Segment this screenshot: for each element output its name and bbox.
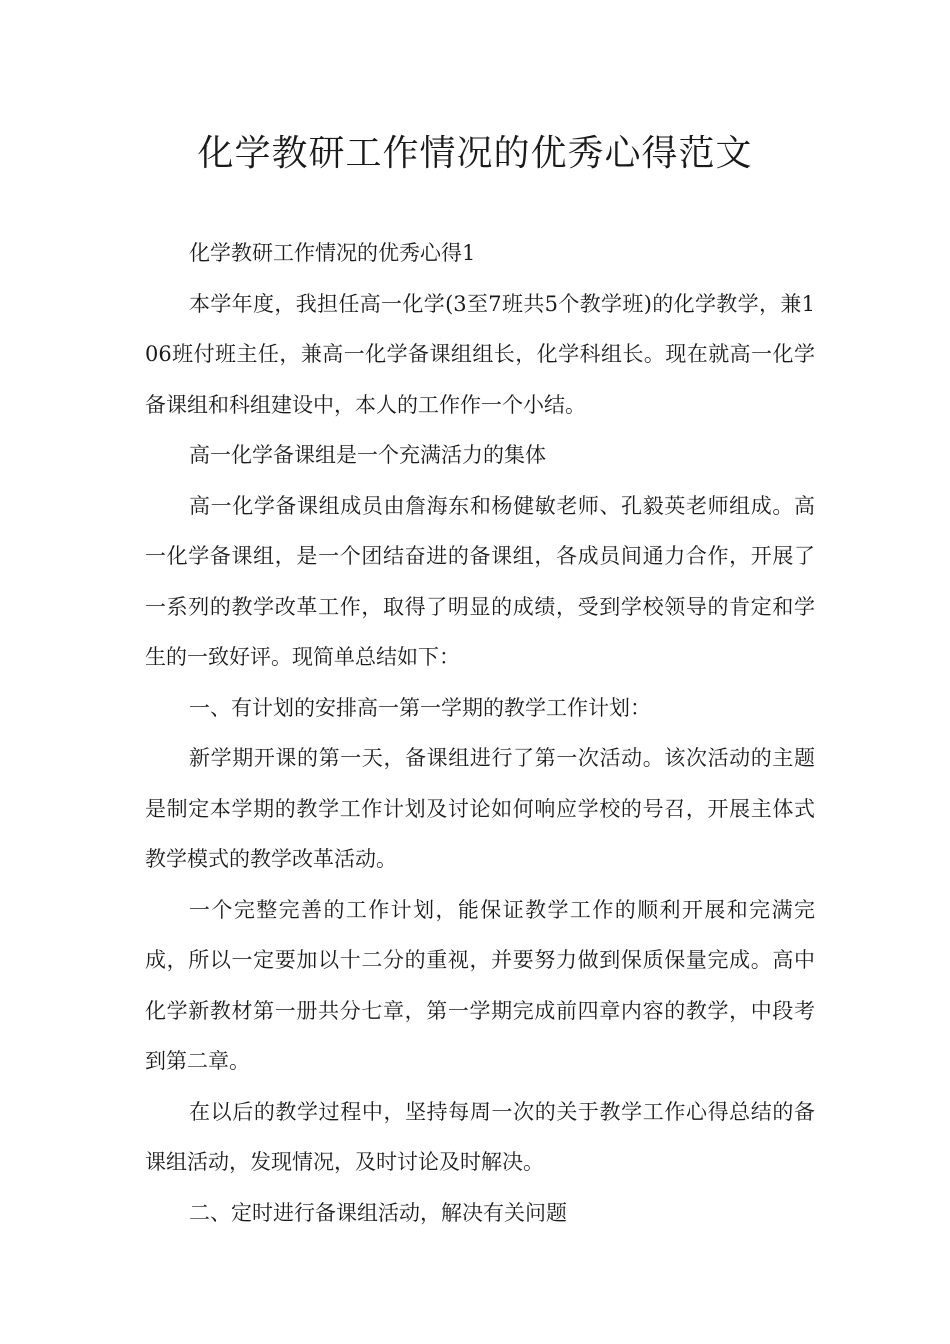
paragraph-heading-one: 一、有计划的安排高一第一学期的教学工作计划： [189, 695, 651, 720]
paragraph-work-plan: 一个完整完善的工作计划，能保证教学工作的顺利开展和完满完成，所以一定要加以十二分的重视，并要努力做到保质保量完成。高中化学新教材第一册共分七章，第一学期完成前四章内容的教学，中段考到第二章。 [145, 897, 815, 1073]
paragraph-section-heading: 化学教研工作情况的优秀心得1 [189, 241, 476, 265]
paragraph-heading-two: 二、定时进行备课组活动，解决有关问题 [189, 1200, 567, 1225]
paragraph-intro: 本学年度，我担任高一化学(3至7班共5个教学班)的化学教学，兼106班付班主任，兼高一化学备课组组长，化学科组长。现在就高一化学备课组和科组建设中，本人的工作作一个小结。 [145, 291, 815, 417]
paragraph-subheading: 高一化学备课组是一个充满活力的集体 [189, 443, 546, 467]
document-title: 化学教研工作情况的优秀心得范文 [197, 133, 753, 174]
paragraph-weekly-activity: 在以后的教学过程中，坚持每周一次的关于教学工作心得总结的备课组活动，发现情况，及时讨论及时解决。 [145, 1099, 815, 1174]
paragraph-members: 高一化学备课组成员由詹海东和杨健敏老师、孔毅英老师组成。高一化学备课组，是一个团结奋进的备课组，各成员间通力合作，开展了一系列的教学改革工作，取得了明显的成绩，受到学校领导的肯定和学生的一致好评。现简单总结如下： [145, 493, 815, 669]
document-body [145, 228, 815, 1238]
paragraph-first-activity: 新学期开课的第一天，备课组进行了第一次活动。该次活动的主题是制定本学期的教学工作计划及讨论如何响应学校的号召，开展主体式教学模式的教学改革活动。 [145, 746, 815, 871]
